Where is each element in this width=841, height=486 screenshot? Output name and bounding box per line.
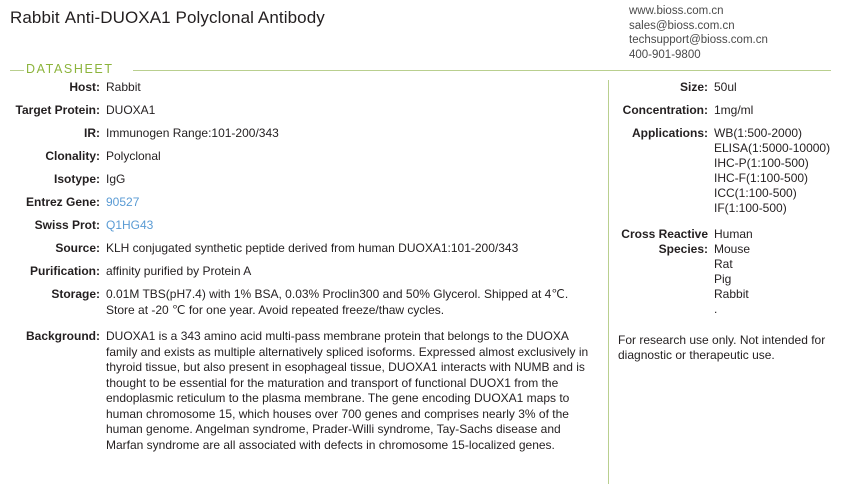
content-columns <box>0 80 841 486</box>
application-item: IHC-P(1:100-500) <box>714 156 809 170</box>
field-value: Polyclonal <box>106 149 161 163</box>
field-background <box>0 329 600 453</box>
field-target-protein <box>0 103 600 118</box>
field-label: Cross Reactive Species: <box>621 227 708 256</box>
field-label: Storage: <box>51 287 100 301</box>
page-title-host: Rabbit <box>10 8 60 27</box>
field-label: Entrez Gene: <box>25 195 100 209</box>
page-header <box>0 0 841 62</box>
field-applications <box>618 126 838 216</box>
field-source <box>0 241 600 256</box>
field-purification <box>0 264 600 279</box>
datasheet-divider <box>0 62 841 78</box>
field-label: Host: <box>69 80 100 94</box>
divider-right-segment <box>133 70 831 71</box>
field-value: 0.01M TBS(pH7.4) with 1% BSA, 0.03% Proclin300 and 50% Glycerol. Shipped at 4℃. Store at -20 ℃ for one year. Avoid repeated freeze/thaw cycles. <box>106 287 569 317</box>
species-list <box>714 227 838 317</box>
left-column <box>0 80 600 461</box>
field-label: Swiss Prot: <box>34 218 100 232</box>
field-clonality <box>0 149 600 164</box>
field-host <box>0 80 600 95</box>
entrez-gene-link[interactable]: 90527 <box>106 195 140 209</box>
species-item: Human <box>714 227 753 241</box>
application-item: ICC(1:100-500) <box>714 186 797 200</box>
contact-block <box>629 4 829 62</box>
field-immunogen-range <box>0 126 600 141</box>
species-item: Rat <box>714 257 733 271</box>
field-label: Purification: <box>29 264 100 278</box>
species-item: Rabbit <box>714 287 749 301</box>
application-item: IF(1:100-500) <box>714 201 787 215</box>
field-concentration <box>618 103 838 118</box>
page-title-main: Anti-DUOXA1 Polyclonal Antibody <box>64 8 325 27</box>
field-swiss-prot <box>0 218 600 233</box>
contact-sales-email[interactable]: sales@bioss.com.cn <box>629 19 735 32</box>
field-value: IgG <box>106 172 126 186</box>
species-item: Mouse <box>714 242 751 256</box>
field-label: Target Protein: <box>15 103 100 117</box>
field-value: Immunogen Range:101-200/343 <box>106 126 279 140</box>
field-storage <box>0 287 600 318</box>
column-separator <box>608 80 609 484</box>
field-value: 50ul <box>714 80 737 94</box>
contact-support-email[interactable]: techsupport@bioss.com.cn <box>629 34 768 46</box>
field-cross-reactive-species <box>618 227 838 317</box>
field-label: Background: <box>25 329 100 343</box>
divider-left-segment <box>10 70 24 71</box>
field-value: KLH conjugated synthetic peptide derived from human DUOXA1:101-200/343 <box>106 241 519 255</box>
research-use-notice: For research use only. Not intended for diagnostic or therapeutic use. <box>618 333 826 362</box>
right-column <box>618 80 838 363</box>
field-label: Clonality: <box>45 149 100 163</box>
field-label: Concentration: <box>622 103 708 117</box>
applications-list <box>714 126 838 216</box>
application-item: ELISA(1:5000-10000) <box>714 141 831 155</box>
datasheet-label: DATASHEET <box>26 62 114 76</box>
field-label: Applications: <box>631 126 708 140</box>
field-value: Rabbit <box>106 80 141 94</box>
field-label: Isotype: <box>53 172 100 186</box>
species-item: . <box>714 302 718 316</box>
field-entrez-gene <box>0 195 600 210</box>
application-item: WB(1:500-2000) <box>714 126 803 140</box>
contact-phone: 400-901-9800 <box>629 48 701 61</box>
swiss-prot-link[interactable]: Q1HG43 <box>106 218 154 232</box>
field-isotype <box>0 172 600 187</box>
field-value: 1mg/ml <box>714 103 754 117</box>
species-item: Pig <box>714 272 732 286</box>
field-value: affinity purified by Protein A <box>106 264 252 278</box>
application-item: IHC-F(1:100-500) <box>714 171 809 185</box>
contact-website[interactable]: www.bioss.com.cn <box>629 5 724 17</box>
field-label: Size: <box>679 80 708 94</box>
field-label: IR: <box>84 126 100 140</box>
page-title <box>10 8 325 28</box>
field-label: Source: <box>55 241 100 255</box>
field-value: DUOXA1 is a 343 amino acid multi-pass membrane protein that belongs to the DUOXA family and exists as multiple alternatively spliced isoforms. Expressed almost exclusively in thyroid tissue, but also present in esophageal tissue, DUOXA1 interacts with NUMB and is thought to be essential for the maturation and transport of functional DUOX1 from the endoplasmic reticulum to the plasma membrane. The gene encoding DUOXA1 maps to human chromosome 15, which houses over 700 genes and comprises nearly 3% of the human genome. Angelman syndrome, Prader-Willi syndrome, Tay-Sachs disease and Marfan syndrome are all associated with defects in chromosome 15-localized genes. <box>106 329 589 452</box>
field-value: DUOXA1 <box>106 103 156 117</box>
field-size <box>618 80 838 95</box>
